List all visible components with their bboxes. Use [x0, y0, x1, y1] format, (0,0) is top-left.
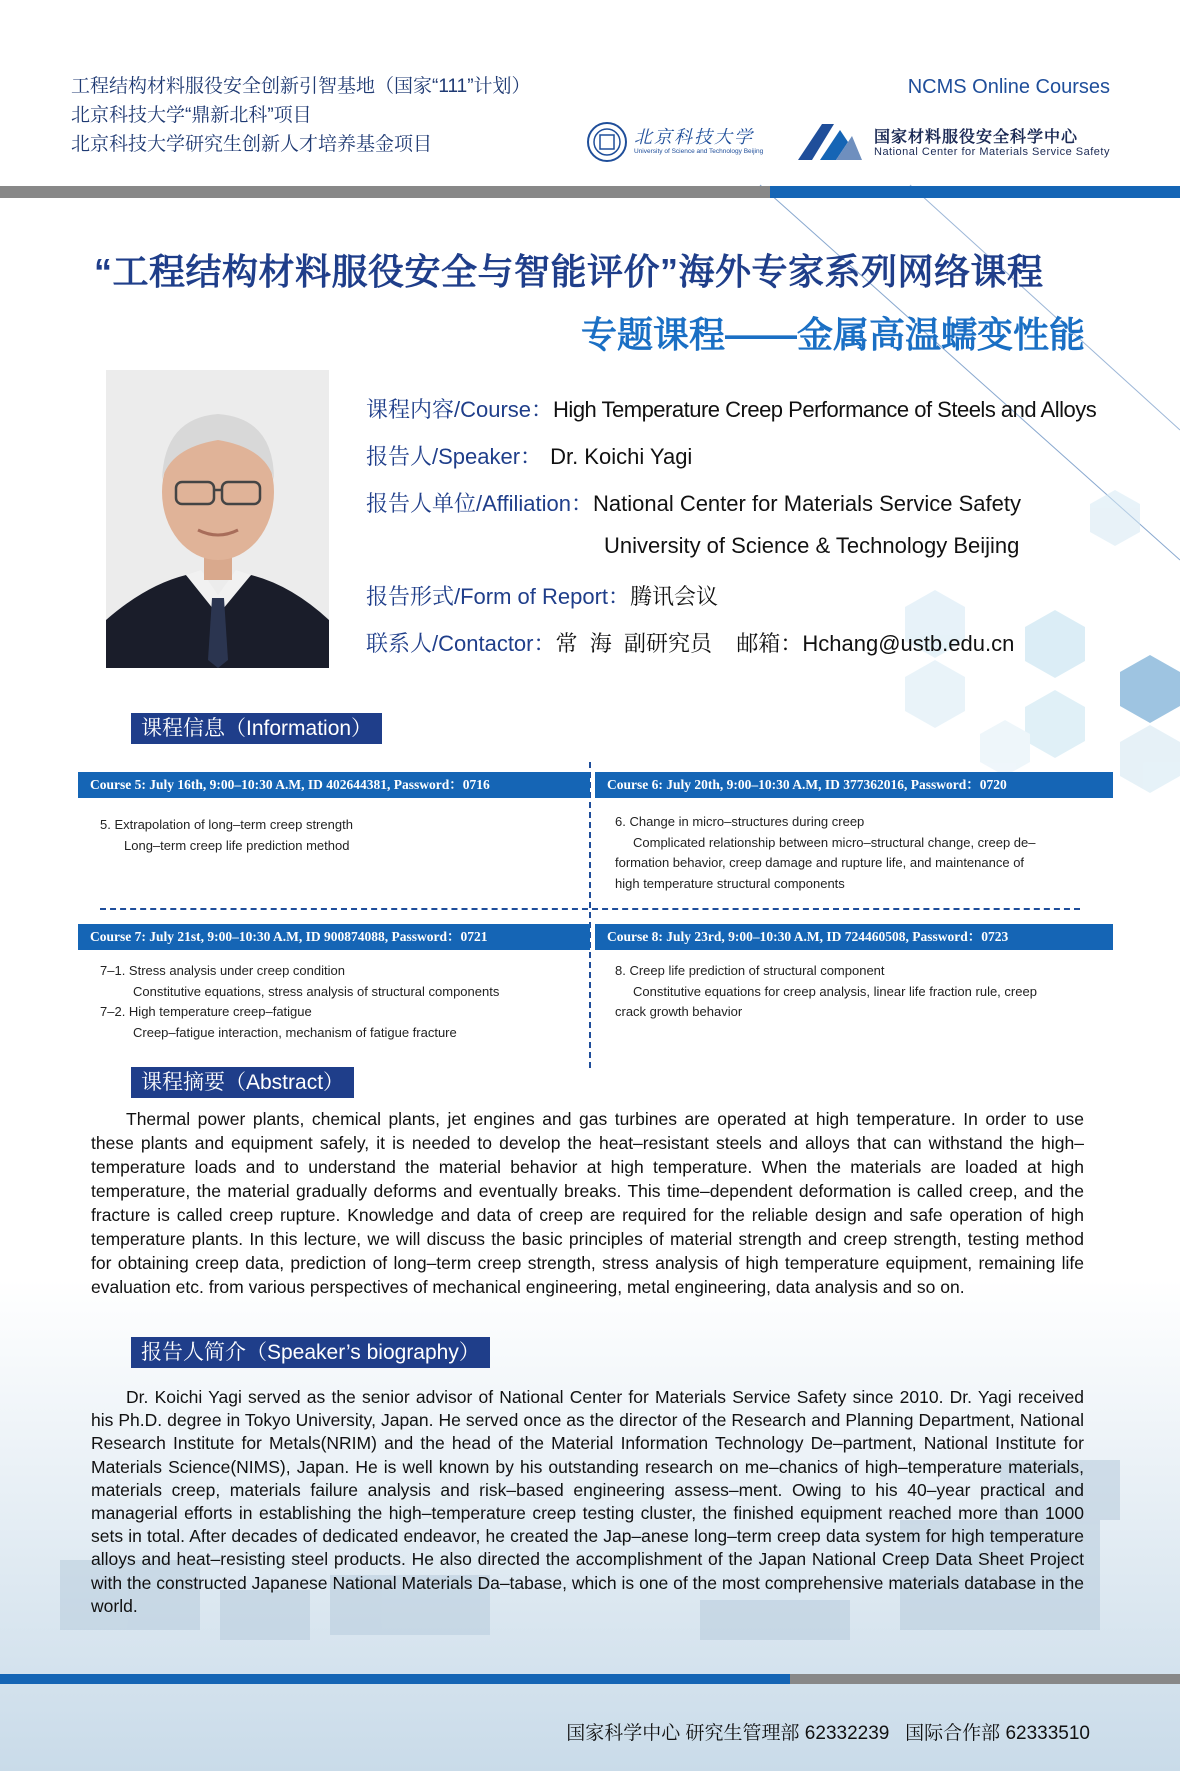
course-7-line-2: Constitutive equations, stress analysis of structural components	[133, 983, 500, 999]
contact-row	[366, 627, 1014, 658]
affiliation-label: 报告人单位/Affiliation：	[366, 491, 593, 516]
ustb-emblem-icon	[586, 121, 628, 163]
contact-value: 常 海 副研究员 邮箱：Hchang@ustb.edu.cn	[555, 631, 1015, 656]
header-org-line-1: 工程结构材料服役安全创新引智基地（国家“111”计划）	[71, 76, 531, 97]
ustb-logo-name-en: University of Science and Technology Beijing	[634, 148, 764, 155]
biography-heading: 报告人简介（Speaker’s biography）	[131, 1337, 490, 1368]
course-6-header: Course 6: July 20th, 9:00–10:30 A.M, ID 377362016, Password：0720	[595, 772, 1113, 798]
header-organizations	[71, 72, 531, 159]
course-8-line-2: Constitutive equations for creep analysis, linear life fraction rule, creep	[633, 983, 1037, 999]
course-8-line-1: 8. Creep life prediction of structural component	[615, 963, 885, 978]
abstract-text: Thermal power plants, chemical plants, jet engines and gas turbines are operated at high temperature. In order to use these plants and equipment safely, it is needed to develop the heat–resistant steels and alloys that can withstand the high–temperature loads and to understand the material behavior at high temperature. When the materials are loaded at high temperature, the material gradually deforms and eventually breaks. This time–dependent deformation is called creep, and the fracture is called creep rupture. Knowledge and data of creep are required for the reliable design and safe operation of high temperature plants. In this lecture, we will discuss the basic principles of material strength and creep strength, testing method for obtaining creep data, prediction of long–term creep strength, stress analysis of high temperature equipment, remaining life evaluation etc. from various perspectives of mechanical engineering, metal engineering, data analysis and so on.	[91, 1109, 1084, 1297]
course-5-line-2: Long–term creep life prediction method	[124, 837, 350, 853]
course-8-body	[615, 961, 1085, 1023]
course-8-header: Course 8: July 23rd, 9:00–10:30 A.M, ID 724460508, Password：0723	[595, 924, 1113, 950]
speaker-value: Dr. Koichi Yagi	[550, 444, 693, 469]
course-row	[366, 393, 1096, 424]
course-label: 课程内容/Course：	[366, 397, 554, 422]
main-title: “工程结构材料服役安全与智能评价”海外专家系列网络课程	[94, 251, 1044, 292]
form-value: 腾讯会议	[630, 584, 719, 609]
affiliation-value-2: University of Science & Technology Beijing	[604, 533, 1020, 558]
course-value: High Temperature Creep Performance of Steels and Alloys	[553, 397, 1097, 422]
course-5-body	[100, 815, 580, 856]
form-row	[366, 580, 718, 611]
footer-contacts: 国家科学中心 研究生管理部 62332239 国际合作部 62333510	[566, 1723, 1090, 1744]
speaker-photo	[106, 370, 329, 668]
course-8-line-3: crack growth behavior	[615, 1004, 743, 1019]
course-7-line-1: 7–1. Stress analysis under creep condition	[100, 963, 345, 978]
form-label: 报告形式/Form of Report：	[366, 584, 631, 609]
contact-label: 联系人/Contactor：	[366, 631, 556, 656]
ncms-logo-name-en: National Center for Materials Service Safety	[874, 146, 1110, 158]
course-6-line-4: high temperature structural components	[615, 875, 845, 891]
course-6-line-3: formation behavior, creep damage and rupture life, and maintenance of	[615, 855, 1025, 870]
course-6-line-2: Complicated relationship between micro–structural change, creep de–	[633, 834, 1036, 850]
ncms-logo	[796, 118, 1116, 164]
speaker-row	[366, 440, 692, 471]
course-7-line-4: Creep–fatigue interaction, mechanism of fatigue fracture	[133, 1024, 457, 1040]
course-6-body	[615, 812, 1085, 894]
ncms-online-courses-label: NCMS Online Courses	[907, 76, 1110, 98]
speaker-portrait-icon	[106, 370, 329, 668]
course-7-header: Course 7: July 21st, 9:00–10:30 A.M, ID 900874088, Password：0721	[78, 924, 590, 950]
course-7-line-3: 7–2. High temperature creep–fatigue	[100, 1004, 312, 1019]
course-5-line-1: 5. Extrapolation of long–term creep strength	[100, 817, 353, 832]
course-5-header: Course 5: July 16th, 9:00–10:30 A.M, ID 402644381, Password：0716	[78, 772, 590, 798]
header-band-grey	[0, 186, 770, 198]
ustb-logo	[586, 119, 776, 165]
course-grid-vertical-divider	[589, 762, 591, 1068]
affiliation-row-2	[604, 533, 1019, 559]
course-6-line-1: 6. Change in micro–structures during creep	[615, 814, 865, 829]
course-7-body	[100, 961, 580, 1043]
sub-title: 专题课程——金属高温蠕变性能	[580, 314, 1085, 355]
abstract-heading: 课程摘要（Abstract）	[131, 1067, 354, 1098]
ncms-logo-name-cn: 国家材料服役安全科学中心	[874, 129, 1079, 146]
affiliation-value-1: National Center for Materials Service Safety	[592, 491, 1021, 516]
header-band-blue	[770, 186, 1180, 198]
ncms-emblem-icon	[796, 122, 864, 162]
affiliation-row	[366, 487, 1021, 518]
footer-band-blue	[0, 1674, 790, 1684]
ustb-logo-name-cn: 北京科技大学	[634, 127, 754, 148]
header-org-line-2: 北京科技大学“鼎新北科”项目	[71, 105, 312, 126]
speaker-label: 报告人/Speaker：	[366, 444, 543, 469]
biography-text: Dr. Koichi Yagi served as the senior advisor of National Center for Materials Service Safety since 2010. Dr. Yagi received his Ph.D. degree in Tokyo University, Japan. He served once as the director of the Research and Planning Department, National Research Institute for Metals(NRIM) and the head of the Material Information Technology De–partment, National Institute for Materials Science(NIMS), Japan. He is well known by his outstanding research on me–chanics of high–temperature materials, materials creep, materials failure analysis and risk–based engineering assess–ment. Owing to his 40–year practical and managerial efforts in establishing the high–temperature creep testing cluster, the finished equipment reached more than 1000 sets in total. After decades of dedicated endeavor, he created the Jap–anese long–term creep data system for high temperature alloys and heat–resisting steel products. He also directed the accomplishment of the Japan National Creep Data Sheet Project with the constructed Japanese National Materials Da–tabase, which is one of the most comprehensive materials database in the world.	[91, 1387, 1084, 1616]
header-org-line-3: 北京科技大学研究生创新人才培养基金项目	[71, 134, 433, 155]
course-grid-horizontal-divider	[100, 908, 1080, 910]
information-heading: 课程信息（Information）	[131, 713, 382, 744]
footer-band-grey	[790, 1674, 1180, 1684]
